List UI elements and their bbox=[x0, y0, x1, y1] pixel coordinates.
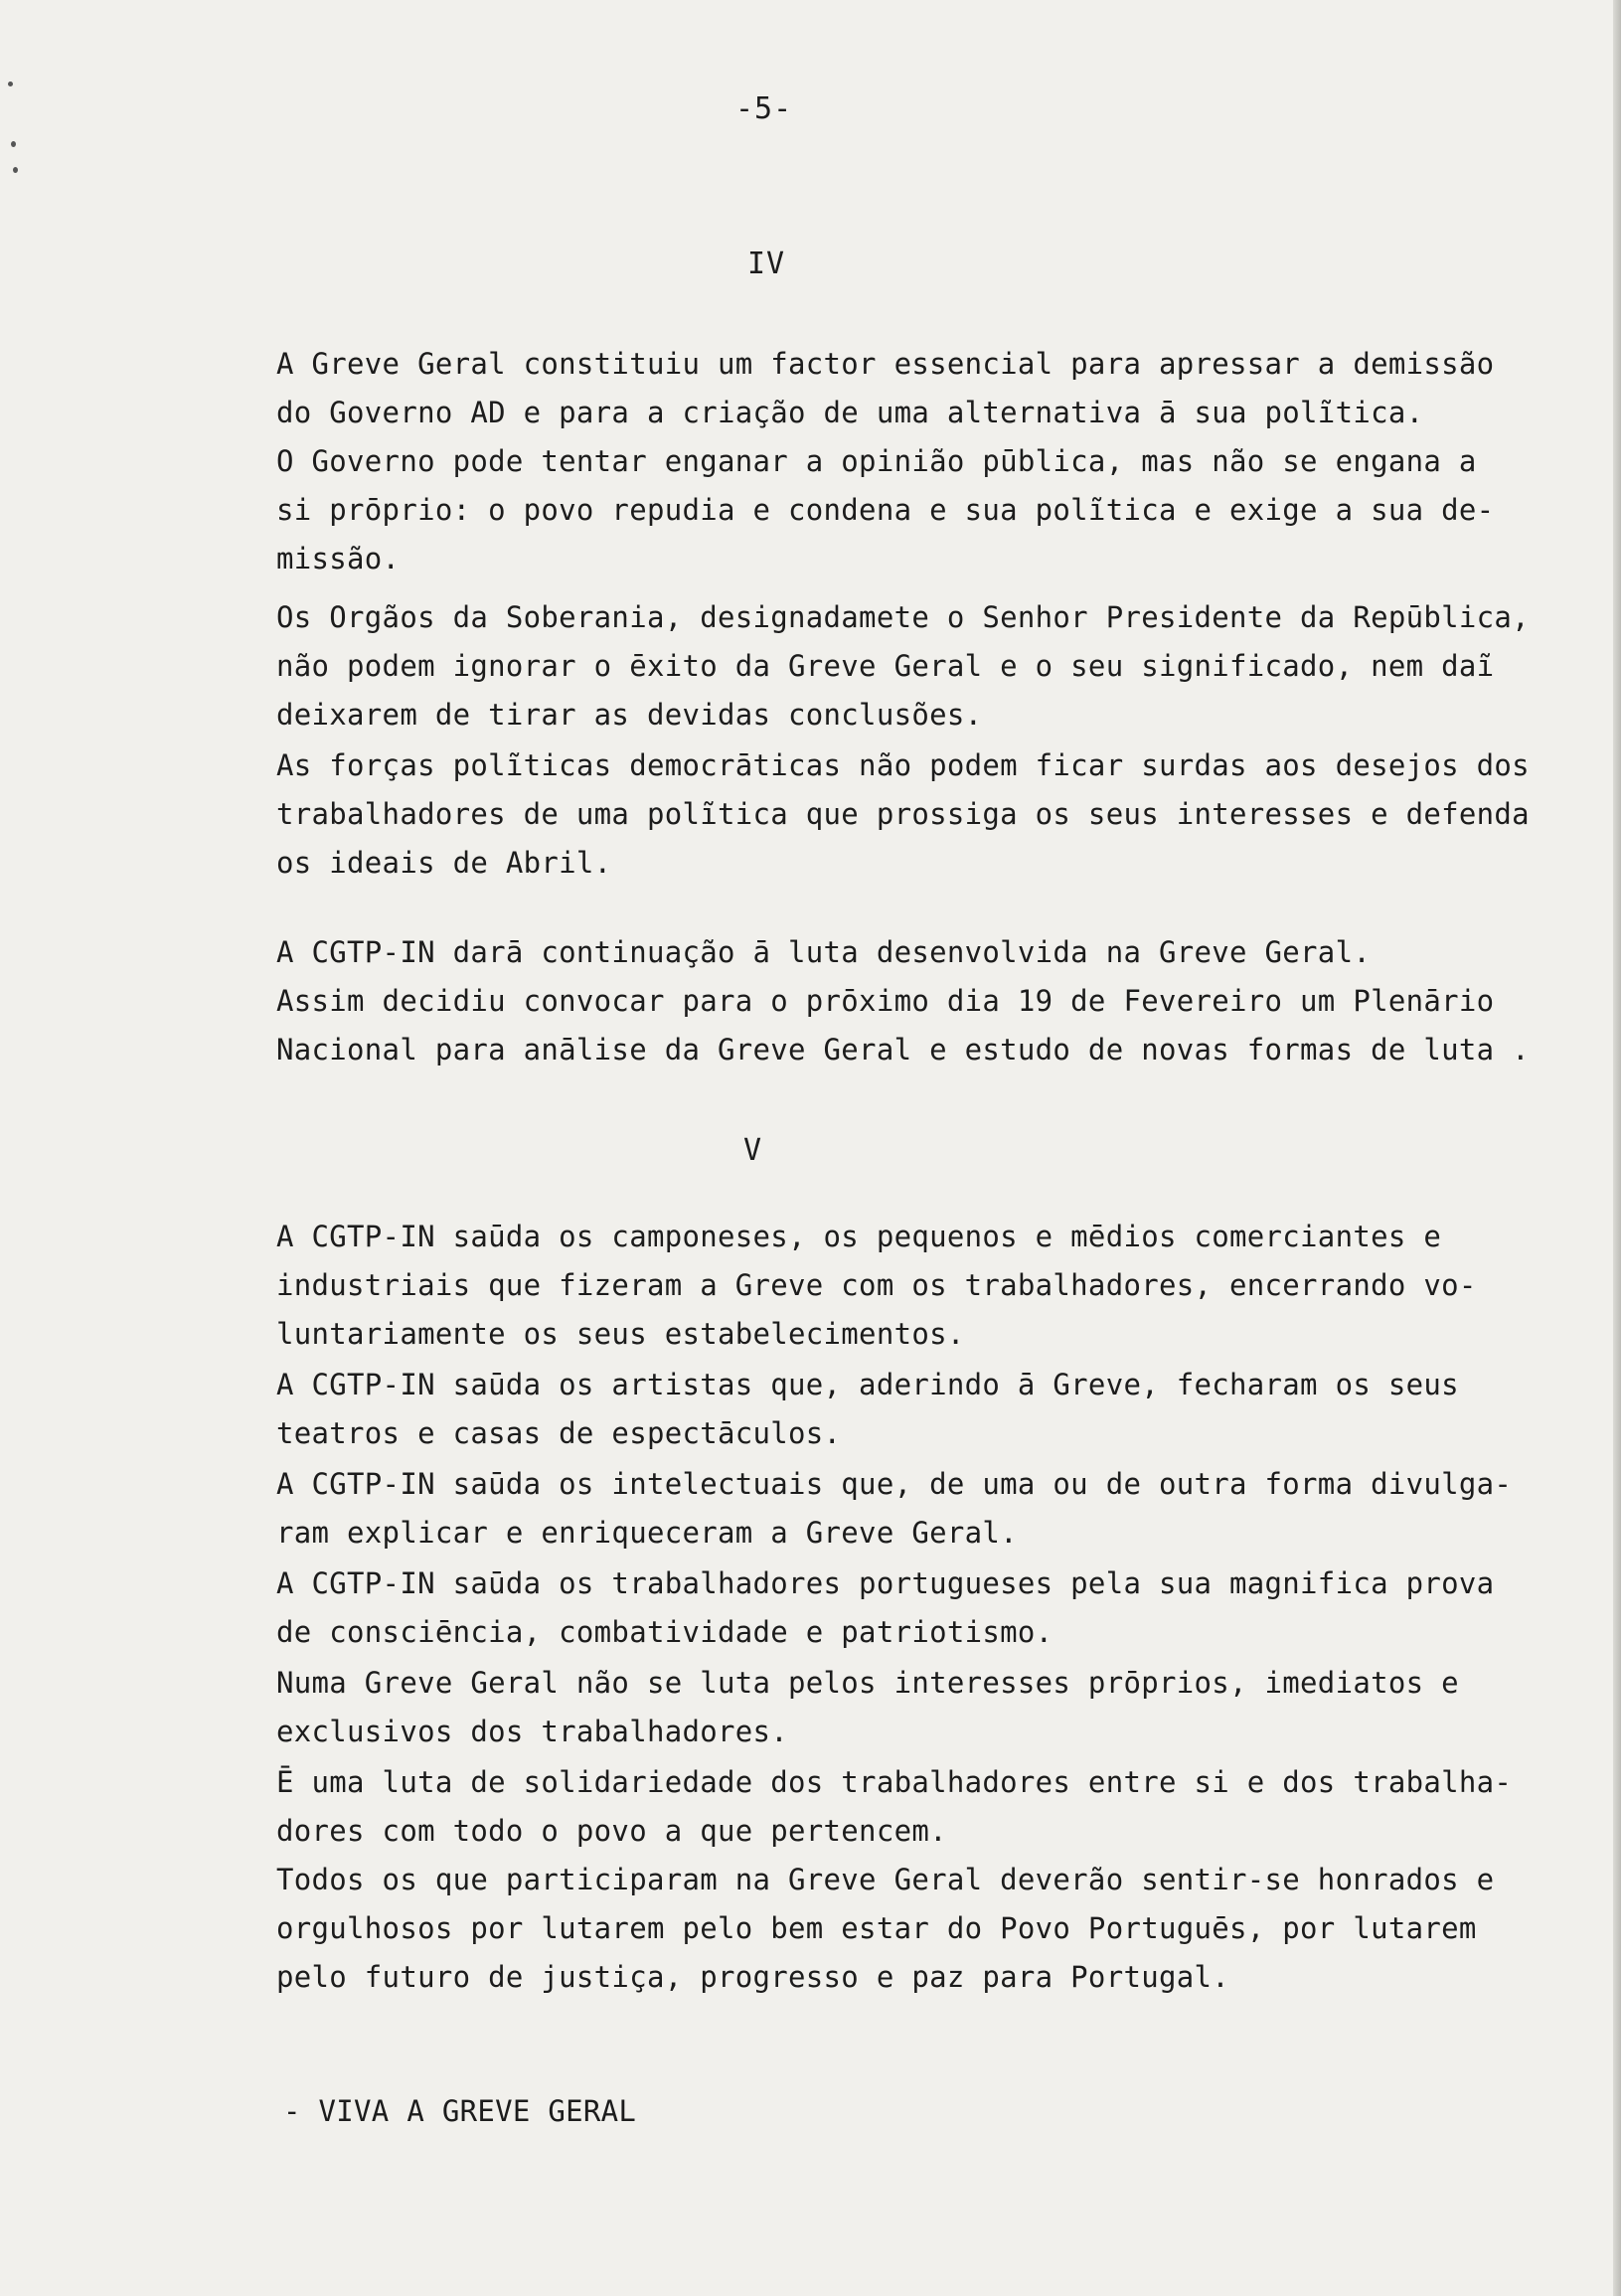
text-line: teatros e casas de espectāculos. bbox=[276, 1416, 842, 1450]
text-line: luntariamente os seus estabelecimentos. bbox=[276, 1317, 965, 1351]
page-number: -5- bbox=[735, 91, 793, 126]
text-line: orgulhosos por lutarem pelo bem estar do Povo Portuguēs, por lutarem bbox=[276, 1911, 1477, 1945]
text-line: si prōprio: o povo repudia e condena e sua polĩtica e exige a sua de- bbox=[276, 493, 1495, 527]
text-line: deixarem de tirar as devidas conclusões. bbox=[276, 698, 983, 732]
section-iv-paragraph bbox=[276, 340, 1495, 437]
text-line: os ideais de Abril. bbox=[276, 846, 612, 880]
text-line: pelo futuro de justiça, progresso e paz para Portugal. bbox=[276, 1960, 1230, 1994]
scan-mark bbox=[13, 167, 18, 173]
section-iv-paragraph bbox=[276, 928, 1530, 1074]
text-line: Nacional para anālise da Greve Geral e estudo de novas formas de luta . bbox=[276, 1033, 1530, 1066]
section-v-paragraph bbox=[276, 1659, 1459, 1756]
section-v-paragraph bbox=[276, 1758, 1513, 1856]
text-line: Ē uma luta de solidariedade dos trabalhadores entre si e dos trabalha- bbox=[276, 1765, 1513, 1799]
text-line: do Governo AD e para a criação de uma alternativa ā sua polĩtica. bbox=[276, 396, 1424, 429]
section-v-paragraph bbox=[276, 1559, 1495, 1657]
section-iv-paragraph bbox=[276, 437, 1495, 583]
text-line: O Governo pode tentar enganar a opinião pūblica, mas não se engana a bbox=[276, 444, 1477, 478]
text-line: Assim decidiu convocar para o prōximo dia 19 de Fevereiro um Plenārio bbox=[276, 984, 1495, 1018]
text-line: não podem ignorar o ēxito da Greve Geral e o seu significado, nem daĩ bbox=[276, 649, 1495, 683]
section-v-paragraph bbox=[276, 1213, 1477, 1359]
text-line: de consciēncia, combatividade e patriotismo. bbox=[276, 1615, 1054, 1649]
section-v-paragraph bbox=[276, 1460, 1513, 1558]
text-line: A CGTP-IN saūda os trabalhadores portugueses pela sua magnifica prova bbox=[276, 1566, 1495, 1600]
text-line: A CGTP-IN darā continuação ā luta desenvolvida na Greve Geral. bbox=[276, 935, 1372, 969]
section-iv-paragraph bbox=[276, 593, 1530, 739]
text-line: As forças polĩticas democrāticas não podem ficar surdas aos desejos dos bbox=[276, 748, 1530, 782]
text-line: dores com todo o povo a que pertencem. bbox=[276, 1814, 947, 1848]
section-v-heading: V bbox=[743, 1133, 763, 1168]
text-line: Os Orgãos da Soberania, designadamete o Senhor Presidente da Repūblica, bbox=[276, 600, 1530, 634]
section-iv-heading: IV bbox=[747, 246, 786, 281]
text-line: A Greve Geral constituiu um factor essencial para apressar a demissão bbox=[276, 347, 1495, 381]
closing-slogan: - VIVA A GREVE GERAL bbox=[283, 2094, 637, 2128]
text-line: exclusivos dos trabalhadores. bbox=[276, 1715, 789, 1748]
text-line: missão. bbox=[276, 542, 401, 575]
text-line: A CGTP-IN saūda os intelectuais que, de uma ou de outra forma divulga- bbox=[276, 1467, 1513, 1501]
text-line: Todos os que participaram na Greve Geral deverão sentir-se honrados e bbox=[276, 1863, 1495, 1896]
text-line: Numa Greve Geral não se luta pelos interesses prōprios, imediatos e bbox=[276, 1666, 1459, 1700]
text-line: ram explicar e enriqueceram a Greve Geral. bbox=[276, 1516, 1018, 1550]
section-v-paragraph bbox=[276, 1856, 1495, 2002]
section-iv-paragraph bbox=[276, 741, 1530, 888]
text-line: A CGTP-IN saūda os camponeses, os pequenos e mēdios comerciantes e bbox=[276, 1220, 1442, 1253]
text-line: A CGTP-IN saūda os artistas que, aderindo ā Greve, fecharam os seus bbox=[276, 1368, 1459, 1401]
text-line: trabalhadores de uma polĩtica que prossiga os seus interesses e defenda bbox=[276, 797, 1530, 831]
scan-mark bbox=[11, 141, 16, 147]
page-edge-shadow bbox=[1613, 0, 1621, 2296]
section-v-paragraph bbox=[276, 1361, 1459, 1458]
text-line: industriais que fizeram a Greve com os trabalhadores, encerrando vo- bbox=[276, 1268, 1477, 1302]
scan-mark bbox=[8, 82, 13, 86]
